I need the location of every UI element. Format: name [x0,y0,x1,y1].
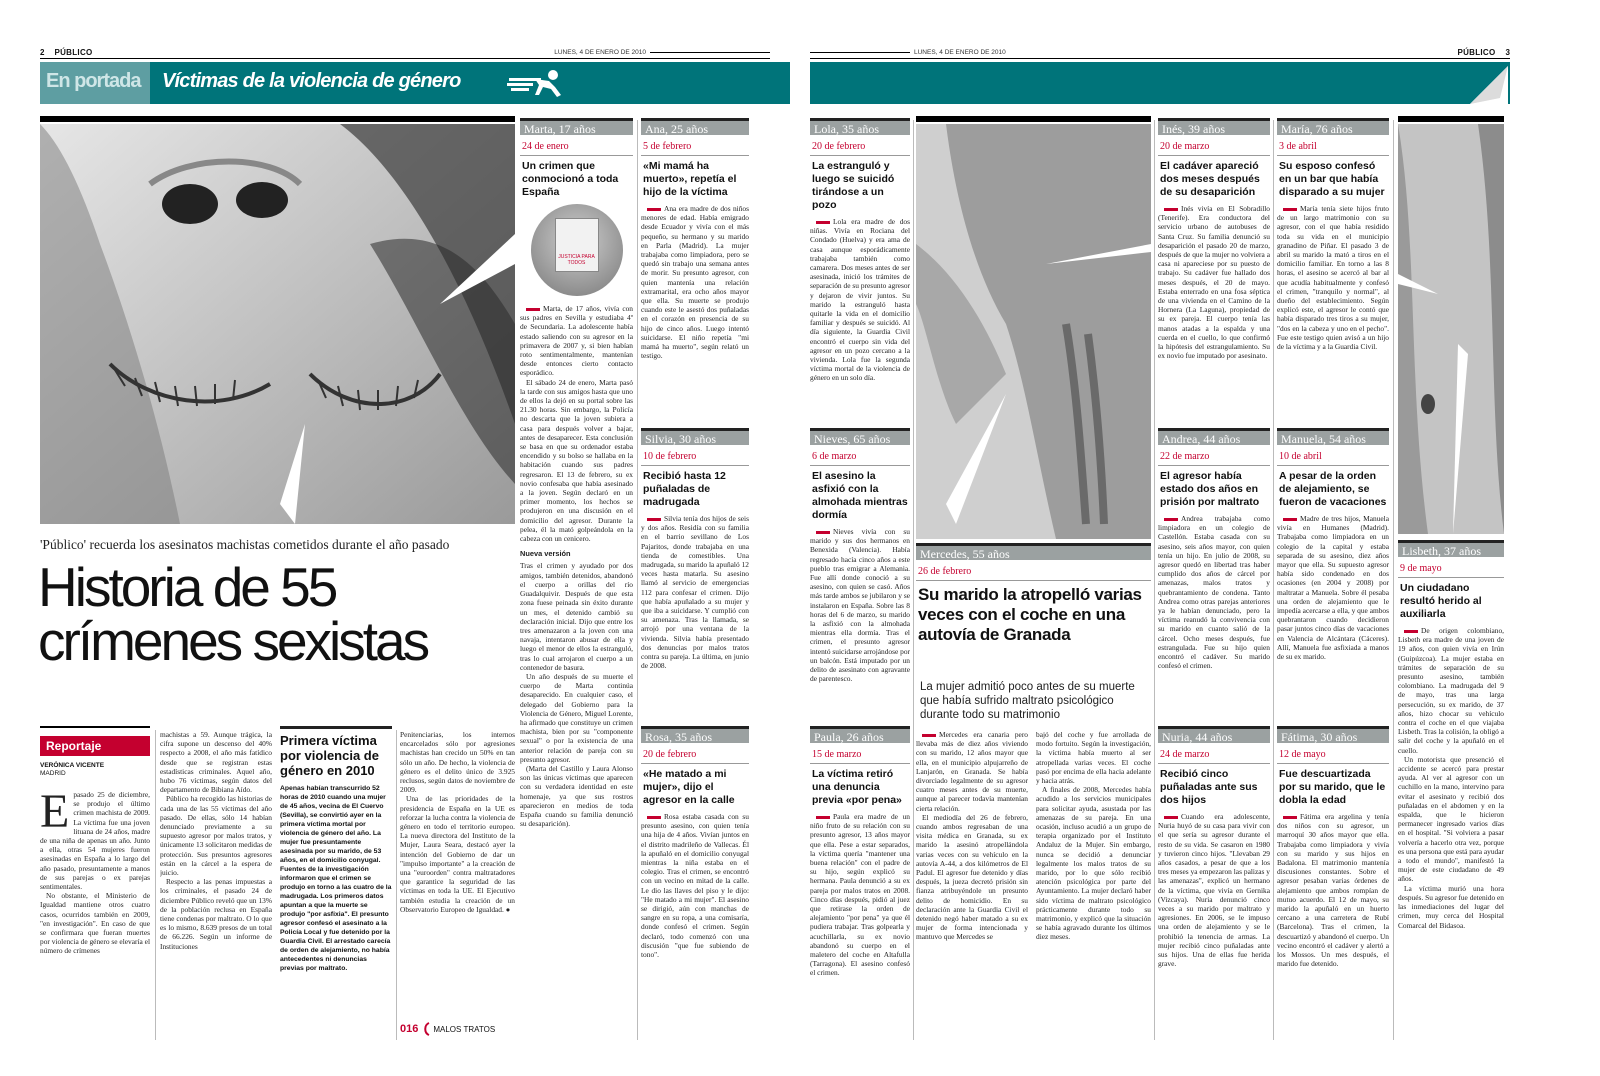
main-para-2: No obstante, el Ministerio de Igualdad mantiene otros cuatro casos, ocurridos también en 2009, "en investigación". En caso de que se confirmara que fueran muertes por violencia de género se elevaría el número de crímenes [40,891,150,956]
page-number: 2 [40,47,45,57]
page-gutter [790,0,810,1076]
victim-box-ines [1158,118,1270,420]
victim-headline: Un crimen que conmocionó a toda España [522,160,619,198]
byline-place: MADRID [40,770,66,777]
victim-date: 20 de febrero [812,141,866,152]
victim-name: Inés, 39 años [1158,118,1270,135]
victim-box-lisbeth [1398,540,1504,1040]
victim-name: Silvia, 30 años [641,428,749,445]
face-photo [40,124,515,524]
victim-box-mercedes [916,543,1151,643]
right-page [810,0,1600,1076]
victim-headline: Su marido la atropelló varias veces con el coche en una autovía de Granada [918,585,1142,643]
victim-name: Fátima, 30 años [1277,726,1389,743]
page-number: 3 [1505,47,1510,57]
mercedes-text-col2: bajó del coche y fue arrollada de modo fortuito. Según la investigación, la víctima había muerto al ser atropellada varias veces. El coche pasó por encima de ella hacia adelante y hacia atrás. A finales de 2008, Mercedes había acudido a los servicios municipales para solicitar ayuda, asustada por las amenazas de su pareja. En una ocasión, incluso acudió a un grupo de terapia organizado por el Instituto Andaluz de la Mujer. Sin embargo, nunca se decidió a denunciar legalmente los malos tratos de su marido, por lo que sólo recibió atención psicológica por parte del Ayuntamiento. La mujer declaró haber sido víctima de maltrato psicológico prácticamente durante todo su matrimonio, y explicó que la situación se había agravado durante los últimos diez meses. [1036,730,1151,942]
victim-headline: A pesar de la orden de alejamiento, se fueron de vacaciones [1279,470,1387,508]
victim-date: 12 de mayo [1279,749,1326,760]
victim-headline: Recibió hasta 12 puñaladas de madrugada [643,470,726,508]
folio-date: LUNES, 4 DE ENERO DE 2010 [554,48,646,56]
victim-text: Rosa estaba casada con su presunto asesino, con quien tenía una hija de 4 años. Vivían juntos en el distrito madrileño de Vallecas. Él la apuñaló en el domicilio conyugal mientras la niña estaba en el colegio. Tras el crimen, se encontró con un vecino en mitad de la calle. Le dio las llaves del piso y le dijo: "He matado a mi mujer". El asesino se dirigió, aún con manchas de sangre en su ropa, a una comisaría, donde confesó el crimen. Según declaró, todo comenzó con una discusión "que fue subiendo de tono". [641,812,749,960]
victim-headline: La estranguló y luego se suicidó tirándose a un pozo [812,160,895,211]
main-text-col4 [400,730,515,1015]
victim-box-manuela [1277,428,1389,718]
victim-box-nuria [1158,726,1270,1040]
main-text-col2 [160,730,272,1040]
victim-box-lola [810,118,910,420]
mercedes-intro: La mujer admitió poco antes de su muerte que había sufrido maltrato psicológico durante todo su matrimonio [920,681,1135,721]
victim-name: Marta, 17 años [520,118,633,135]
victim-headline: «He matado a mi mujer», dijo el agresor en la calle [643,768,735,806]
victim-date: 15 de marzo [812,749,862,760]
victim-name: Rosa, 35 años [641,726,749,743]
section-banner-left [40,62,790,104]
victim-name: Paula, 26 años [810,726,910,743]
article-headline-line2: crímenes sexistas [38,610,428,672]
victim-headline: «Mi mamá ha muerto», repetía el hijo de la víctima [643,160,737,198]
main-para-7: Una de las prioridades de la presidencia de España en la UE es reforzar la lucha contra la violencia de género en todo el territorio europeo. La nueva directora del Instituto de la Mujer, Laura Seara, destacó ayer la intención del Gobierno de dar un "impulso importante" a la creación de una "euroorden" contra maltratadores que garantice la seguridad de las víctimas en toda la UE. El Ejecutivo también estudia la creación de un Observatorio Europeo de Igualdad. ● [400,794,515,914]
article-subhead: 'Público' recuerda los asesinatos machistas cometidos durante el año pasado [40,537,450,552]
victim-headline: El asesino la asfixió con la almohada mientras dormía [812,470,908,521]
page-curl-icon [1462,58,1510,106]
victim-name: Manuela, 54 años [1277,428,1389,445]
publication-name: PÚBLICO [54,47,93,57]
victim-name: Mercedes, 55 años [916,543,1151,560]
victim-headline: Un ciudadano resultó herido al auxiliarla [1400,582,1482,620]
victim-text: Andrea trabajaba como limpiadora en un colegio de Castellón. Estaba casada con su asesino, seis años mayor, con quien tenía un hijo. En julio de 2008, su agresor quedó en libertad tras haber cumplido dos años de cárcel por amenazas, malos tratos y quebrantamiento de condena. Tanto Andrea como otras parejas anteriores ya le habían denunciado, pero la víctima reanudó la convivencia con su marido en cuanto salió de la cárcel. Ocho meses después, fue estrangulada. Fue su hijo quien encontró el cadáver. Su marido confesó el crimen. [1158,514,1270,671]
victim-text: Fátima era argelina y tenía dos niños con su agresor, un marroquí 30 años mayor que ella. Trabajaba como limpiadora y vivía con su marido y sus hijos en Badalona. El matrimonio mantenía discusiones constantes. Sobre el agresor pesaban varias órdenes de alejamiento que ambos rompían de mutuo acuerdo. El 12 de mayo, su marido la apuñaló en un huerto cercano a una carretera de Rubí (Barcelona). Tras el crimen, la descuartizó y abandonó el cuerpo. Un vecino encontró el cadáver y alertó a los Mossos. Un mes después, el marido fue detenido. [1277,812,1389,969]
victim-date: 24 de enero [522,141,569,152]
folio-date: LUNES, 4 DE ENERO DE 2010 [914,48,1006,56]
victim-headline: El cadáver apareció dos meses después de su desaparición [1160,160,1260,198]
main-text-col1 [40,790,150,1040]
main-para-3: machistas a 59. Aunque trágica, la cifra supone un descenso del 40% respecto a 2008, el año más fatídico desde que se registran estas estadísticas criminales. Aquel año, hubo 76 víctimas, según datos del departamento de Bibiana Aído. [160,730,272,795]
victim-date: 20 de marzo [1160,141,1210,152]
sidebar-heading: Primera víctima por violencia de género en 2010 [280,733,379,778]
victim-text: Madre de tres hijos, Manuela vivía en Humanes (Madrid). Trabajaba como limpiadora en un colegio de la capital y estaba separada de su asesino, diez años mayor que ella. Su supuesto agresor había sido condenado en dos ocasiones (en 2004 y 2008) por maltratar a Manuela. Sobre él pesaba una orden de alejamiento que le impedía acercarse a ella, y que ambos quebrantaron cuando decidieron pasar juntos cinco días de vacaciones en Valencia de Alcántara (Cáceres). Allí, Manuela fue asfixiada a manos de su ex marido. [1277,514,1389,662]
victim-box-nieves [810,428,910,718]
victim-box-fatima [1277,726,1389,1040]
main-para-1: pasado 25 de diciembre, se produjo el último crimen machista de 2009. La víctima fue una joven lituana de 24 años, madre de una niña de apenas un año. Junto a ella, otras 54 mujeres fueron asesinadas en España a lo largo del año pasado, presuntamente a manos de sus parejas o ex parejas sentimentales. [40,790,150,892]
victim-date: 22 de marzo [1160,451,1210,462]
victim-name: Nieves, 65 años [810,428,910,445]
victim-name: Lola, 35 años [810,118,910,135]
victim-text: Paula era madre de un niño fruto de su relación con su presunto agresor, 13 años mayor que ella. Pese a estar separados, la víctima quería "mantener una buena relación" con el padre de su hijo, según explicó su hermana. Paula denunció a su ex pareja por malos tratos en 2008. Cinco días después, pidió al juez que retirase la orden de alejamiento "por pena" ya que él pudiera trabajar. Tras golpearla y acuchillarla, su ex novio abandonó su cuerpo en el maletero del coche en Altafulla (Tarragona). El asesino confesó el crimen. [810,812,910,978]
victim-photo-marta [531,204,623,296]
victim-text: Cuando era adolescente, Nuria huyó de su casa para vivir con el que sería su agresor durante el resto de su vida. Se casaron en 1980 y tuvieron cinco hijos. "Llevaban 29 años casados, a pesar de que a los tres meses ya empezaron las palizas y las amenazas", explicó un hermano de la víctima, que vivía en Gernika (Vizcaya). Nuria denunció cinco veces a su marido por maltrato y agresiones. En 2006, se le impuso una orden de alejamiento y se le prohibió la tenencia de armas. La mujer recibió cinco puñaladas ante sus hijos. Una de ellas fue herida grave. [1158,812,1270,969]
victim-text: De origen colombiano, Lisbeth era madre de una joven de 19 años, con quien vivía en Irún (Guipúzcoa). La mujer estaba en trámites de separación de su presunto asesino, también colombiano. La madrugada del 9 de mayo, tras una larga persecución, su ex marido, de 37 años, hizo chocar su vehículo contra el coche en el que viajaba Lisbeth. Tras la colisión, la obligó a salir del coche y la apuñaló en el cuello. Un motorista que presenció el accidente se acercó para prestar ayuda. Al ver al agresor con un cuchillo en la mano, intervino para evitar el asesinato y recibió dos puñaladas en el abdomen y en la espalda, que le hicieron permanecer ingresado varios días en el hospital. "Si volviera a pasar volvería a hacerlo otra vez, porque es una persona que está para ayudar a todo el mundo", manifestó la mujer de este ciudadano de 49 años. La víctima murió una hora después. Su agresor fue detenido en las inmediaciones del lugar del crimen, muy cerca del Hospital Comarcal del Bidasoa. [1398,626,1504,930]
mercedes-text-col1: Mercedes era canaria pero llevaba más de diez años viviendo con su marido, 12 años mayor que ella, en el municipio alpujarreño de Lanjarón, en Granada. Se había divorciado legalmente de su agresor cuatro meses antes de su muerte, aunque al parecer todavía mantenían cierta relación. El mediodía del 26 de febrero, cuando ambos regresaban de una visita médica en Granada, su ex marido la asesinó atropellándola varias veces con su vehículo en la autovía A-44, a dos kilómetros de El Padul. El agresor fue detenido y días después, la jueza decretó prisión sin fianza atribuyéndole un presunto delito de homicidio. En su declaración ante la Guardia Civil el detenido negó haber matado a su ex mujer de forma intencionada y mantuvo que Mercedes se [916,730,1028,942]
victim-box-silvia [641,428,749,718]
victim-headline: El agresor había estado dos años en prisión por maltrato [1160,470,1260,508]
victim-date: 10 de abril [1279,451,1322,462]
sidebar-first-victim [280,726,392,1040]
victim-date: 9 de mayo [1400,563,1442,574]
victim-text: Inés vivía en El Sobradillo (Tenerife). Era conductora del servicio urbano de autobuses de Santa Cruz. Su familia denunció su desaparición el pasado 20 de marzo, después de que la mujer no volviera a casa ni apareciese por su puesto de trabajo. Su cadáver fue hallado dos meses después, el 20 de mayo. Estaba enterrado en una fosa séptica de una vivienda en el Camino de la Hornera (La Laguna), propiedad de su ex pareja. El cuerpo tenía las manos atadas a la espalda y una cuerda en el cuello, lo que confirmó la hipótesis del estrangulamiento. Su ex novio fue imputado por asesinato. [1158,204,1270,361]
victim-date: 20 de febrero [643,749,697,760]
victim-subtitle: Nueva versión [520,549,571,559]
victim-box-maria [1277,118,1389,420]
left-page [0,0,790,1076]
footer-tag-label: MALOS TRATOS [433,1024,496,1034]
phone-bracket-icon [422,1022,430,1036]
author-name: VERÓNICA VICENTE [40,762,105,769]
victim-headline: Recibió cinco puñaladas ante sus dos hijos [1160,768,1258,806]
footer-tag [400,1022,495,1036]
victim-text: Nieves vivía con su marido y sus dos hermanos en Benexida (Valencia). Había regresado hacía cinco años a este pueblo tras emigrar a Alemania. Fue allí donde conoció a su asesino, con quien se casó. Años más tarde ambos se jubilaron y se instalaron en España. Sobre las 8 horas del 6 de marzo, su marido la asfixió con la almohada mientras ella dormía. Tras el crimen, el presunto agresor intentó suicidarse arrojándose por un balcón. Está imputado por un delito de asesinato con agravante de parentesco. [810,527,910,684]
victim-text: María tenía siete hijos fruto de un largo matrimonio con su agresor, con el que había residido toda su vida en el municipio granadino de Piñar. El pasado 3 de abril su marido la mató a tiros en el domicilio familiar. En torno a las 8 horas, el asesino se acercó al bar al que acudía habitualmente y confesó el crimen, "tranquilo y normal", al dueño del establecimiento. Según explicó este, el agresor le contó que había disparado tres tiros a su mujer, "dos en la cabeza y uno en el pecho". Fue este testigo quien avisó a un hijo de la víctima y a la Guardia Civil. [1277,204,1389,352]
victim-name: Lisbeth, 37 años [1398,540,1504,557]
hand-photo [916,124,1151,539]
victim-date: 5 de febrero [643,141,692,152]
section-banner-right [810,62,1510,104]
victim-name: María, 76 años [1277,118,1389,135]
torso-photo [1398,124,1504,534]
main-para-4: Público ha recogido las historias de cada una de las 55 víctimas del año pasado. De ellas, sólo 14 habían denunciado previamente a su supuesto agresor por malos tratos, y únicamente 13 solicitaron medidas de protección. Sus presuntos agresores están en la cárcel a la espera de juicio. [160,794,272,878]
banner-kicker: En portada [46,70,141,92]
victim-date: 10 de febrero [643,451,697,462]
face-illustration [40,124,515,524]
victim-box-rosa [641,726,749,1040]
hand-illustration [916,124,1151,539]
victim-headline: Su esposo confesó en un bar que había disparado a su mujer [1279,160,1385,198]
victim-text: Marta, de 17 años, vivía con sus padres en Sevilla y estudiaba 4º de Secundaria. La adolescente había estado saliendo con su agresor en la primavera de 2007 y, si bien habían roto sentimentalmente, mantenían desde entonces cierto contacto esporádico. El sábado 24 de enero, Marta pasó la tarde con sus amigos hasta que uno de ellos la dejó en su portal sobre las 21.30 horas. Sin embargo, la Policía no descarta que la joven subiera a casa para después volver a bajar, antes de desaparecer. Esta conclusión se basa en que su ordenador estaba encendido y su bolso se hallaba en la habitación cuando sus padres regresaron. El 13 de febrero, su ex novio confesaba que había asesinado a la joven. Según declaró en un primer momento, los hechos se produjeron en una discusión en el domicilio del agresor. Durante la pelea, él la mató golpeándola en la cabeza con un cenicero. Nueva versión Tras el crimen y ayudado por dos amigos, también detenidos, abandonó el cuerpo a orillas del río Guadalquivir. Después de que esta zona fuese peinada sin éxito durante un mes, el detenido cambió su declaración inicial. Dijo que entre los tres amenazaron a la joven con una navaja, intentaron abusar de ella y luego el menor de ellos la estranguló, tras lo cual arrojaron el cuerpo a un contenedor de basura. Un año después de su muerte el cuerpo de Marta continúa desaparecido. En cualquier caso, el delegado del Gobierno para la Violencia de Género, Miguel Lorente, ha afirmado que constituye un crimen machista, bien por su "componente sexual" o por la existencia de una anterior relación de pareja con su presunto agresor. (Marta del Castillo y Laura Alonso son las únicas víctimas que aparecen con su verdadera identidad en este homenaje, ya que sus rostros aparecieron en medios de toda España cuando su familia denunció su desaparición). [520,304,633,829]
victim-box-marta [520,118,633,1040]
banner-section: Víctimas de la violencia de género [162,70,461,92]
article-headline-line1: Historia de 55 [38,556,336,618]
photo-caption: JUSTICIA PARA TODOS [558,254,595,266]
running-figure-icon [505,65,565,101]
victim-name: Nuria, 44 años [1158,726,1270,743]
victim-headline: Fue descuartizada por su marido, que le dobla la edad [1279,768,1386,806]
torso-illustration [1398,124,1504,534]
main-para-6: Penitenciarias, los internos encarcelados sólo por agresiones machistas han crecido un 50% en tan sólo un año. De hecho, la violencia de género es el delito único de 3.925 reclusos, según datos de noviembre de 2009. [400,730,515,795]
main-para-5: Respecto a las penas impuestas a los criminales, el pasado 24 de diciembre Público reveló que un 13% de la población reclusa en España tiene condenas por maltrato. O lo que es lo mismo, 8.639 presos de un total de 66.226. Según un informe de Instituciones [160,877,272,951]
publication-name: PÚBLICO [1457,47,1496,57]
victim-date: 26 de febrero [918,566,972,577]
victim-name: Andrea, 44 años [1158,428,1270,445]
victim-text: Silvia tenía dos hijos de seis y dos años. Residía con su familia en el barrio sevillano de Los Pajaritos, donde trabajaba en una tienda de comestibles. Una madrugada, su marido la apuñaló 12 veces hasta matarla. Su asesino llamó al servicio de emergencias 112 para confesar el crimen. Dijo que había apuñalado a su mujer y que iba a suicidarse. Y cumplió con su amenaza. Tras la llamada, se arrojó por una ventana de la vivienda. Silvia había presentado dos denuncias por malos tratos contra su pareja. La última, en junio de 2008. [641,514,749,671]
victim-text: Lola era madre de dos niñas. Vivía en Rociana del Condado (Huelva) y era ama de casa aunque esporádicamente trabajaba también como camarera. Dos meses antes de ser asesinada, inició los trámites de separación de su presunto agresor y dejaron de vivir juntos. Su marido la estranguló hasta quitarle la vida en el domicilio familiar y después se suicidó. Al día siguiente, la Guardia Civil encontró el cuerpo sin vida del agresor en un pozo cercano a la vivienda. Lola fue la segunda víctima mortal de la violencia de género en un solo día. [810,217,910,383]
victim-box-ana [641,118,749,420]
victim-box-andrea [1158,428,1270,718]
victim-text: Ana era madre de dos niños menores de edad. Había emigrado desde Ecuador y vivía con el más pequeño, su hermano y su marido en Parla (Madrid). La mujer trabajaba como limpiadora, pero se quedó sin trabajo una semana antes de morir. Su presunto agresor, con quien mantenía una relación extramarital, era ocho años mayor que ella. Su muerte se produjo cuando este le asestó dos puñaladas en el corazón en presencia de su hijo de cinco años. Luego intentó suicidarse. El niño repetía "mi mamá ha muerto", según relató un testigo. [641,204,749,361]
sidebar-body: Apenas habían transcurrido 52 horas de 2010 cuando una mujer de 45 años, vecina de El Cuervo (Sevilla), se convirtió ayer en la primera víctima mortal por violencia de género del año. La mujer fue presuntamente asesinada por su marido, de 53 años, en el domicilio conyugal. Fuentes de la investigación informaron que el crimen se produjo en torno a las cuatro de la madrugada. Los primeros datos apuntan a que la muerte se produjo "por asfixia". El presunto agresor confesó el asesinato a la Policía Local y fue detenido por la Guardia Civil. El arrestado carecía de orden de alejamiento, no había antecedentes ni denuncias previas por maltrato. [280,785,392,972]
byline [40,762,150,778]
victim-date: 6 de marzo [812,451,857,462]
drop-cap: E [40,790,70,838]
victim-name: Ana, 25 años [641,118,749,135]
reportaje-label: Reportaje [40,736,150,756]
footer-tag-number: 016 [400,1023,419,1035]
victim-headline: La víctima retiró una denuncia previa «por pena» [812,768,902,806]
victim-date: 3 de abril [1279,141,1317,152]
victim-box-paula [810,726,910,1040]
victim-date: 24 de marzo [1160,749,1210,760]
